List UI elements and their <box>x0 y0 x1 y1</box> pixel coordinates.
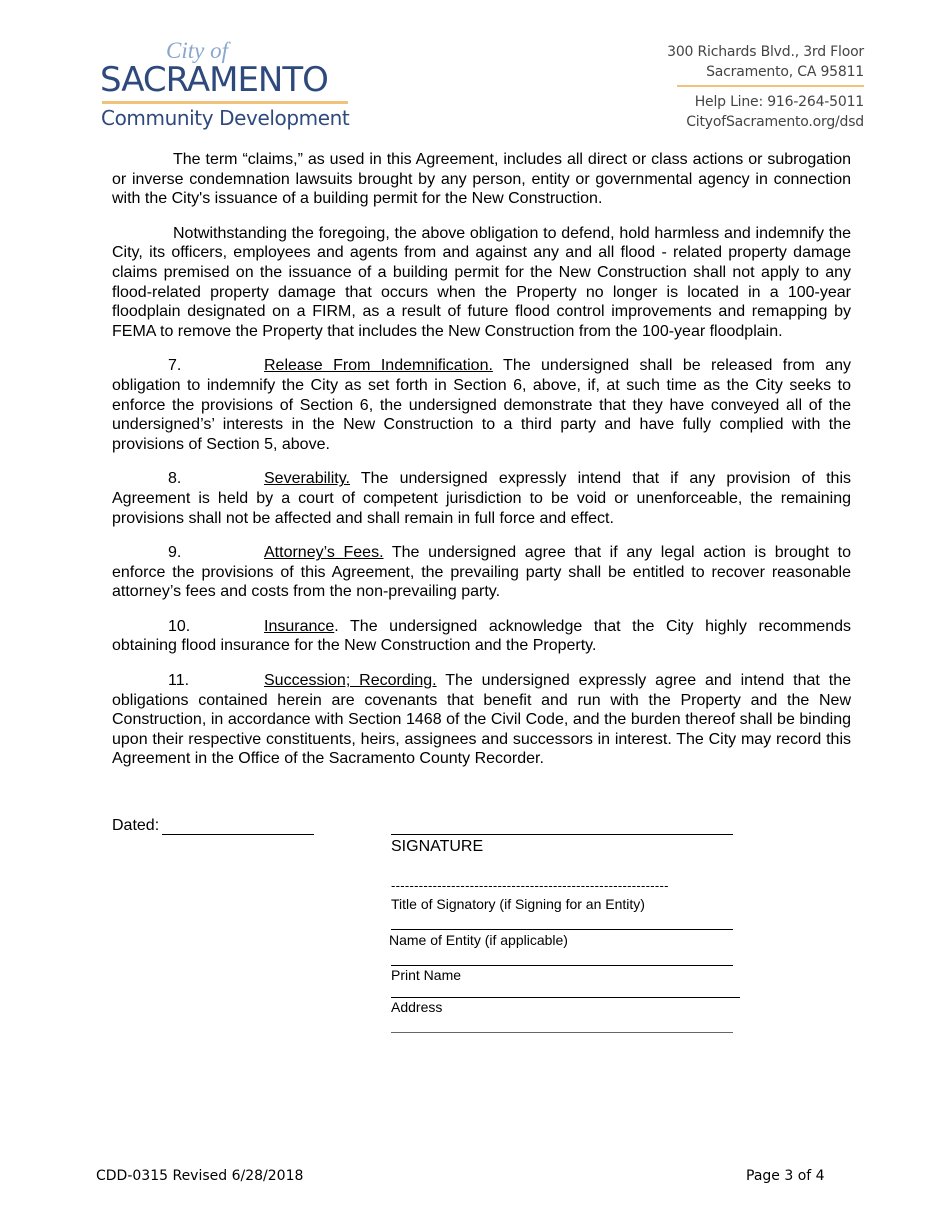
section-number: 10. <box>168 617 191 635</box>
header-address <box>667 42 864 82</box>
section-text: The undersigned agree that if any legal action is brought to enforce the provisions of this Agreement, the prevailing party shall be entitled to recover reasonable attorney’s fees and costs from the non-prevailing party. <box>112 544 851 601</box>
section-heading: Release From Indemnification. <box>264 357 493 375</box>
agreement-body <box>112 150 851 784</box>
signature-field[interactable] <box>391 834 733 835</box>
section-heading: Insurance <box>264 617 335 635</box>
address-line-2: Sacramento, CA 95811 <box>706 64 864 80</box>
section-7 <box>112 356 851 454</box>
entity-label: Name of Entity (if applicable) <box>389 932 568 948</box>
section-number: 8. <box>168 470 182 488</box>
section-heading: Attorney’s Fees. <box>264 544 384 562</box>
dated-label: Dated: <box>112 817 160 834</box>
section-number: 9. <box>168 544 182 562</box>
section-text: The undersigned expressly agree and intend that the obligations contained herein are covenants that benefit and run with the Property and the New Construction, in accordance with Section 1468 of the Civil Code, and the burden thereof shall be binding upon their respective constituents, heirs, assignees and successors in interest. The City may record this Agreement in the Office of the Sacramento County Recorder. <box>112 672 851 768</box>
logo-department: Community Development <box>101 106 350 130</box>
page-number: Page 3 of 4 <box>746 1168 825 1184</box>
entity-field[interactable] <box>391 929 733 930</box>
section-text: The undersigned shall be released from any obligation to indemnify the City as set forth in Section 6, above, if, at such time as the City seeks to enforce the provisions of Section 6, the undersigned demonstrate that they have conveyed all of the undersigned’s’ interests in the New Construction to a third party and have fully complied with the provisions of Section 5, above. <box>112 357 852 453</box>
notwithstanding-paragraph: Notwithstanding the foregoing, the above obligation to defend, hold harmless and indemnify the City, its officers, employees and agents from and against any and all flood - related property damage claims premised on the issuance of a building permit for the New Construction shall not apply to any flood-related property damage that occurs when the Property no longer is located in a 100-year floodplain designated on a FIRM, as a result of future flood control improvements and remapping by FEMA to remove the Property that includes the New Construction from the 100-year floodplain. <box>112 224 851 340</box>
print-name-label: Print Name <box>391 967 462 983</box>
website: CityofSacramento.org/dsd <box>686 114 864 130</box>
form-id: CDD-0315 Revised 6/28/2018 <box>96 1168 304 1184</box>
address-field[interactable] <box>391 997 740 998</box>
header-contact <box>686 92 864 132</box>
signature-label: SIGNATURE <box>391 838 484 855</box>
section-text: . The undersigned acknowledge that the City highly recommends obtaining flood insurance for the New Construction and the Property. <box>112 617 851 655</box>
address-field-line-2[interactable] <box>391 1032 733 1033</box>
section-number: 7. <box>168 357 182 375</box>
section-heading: Severability. <box>264 470 350 488</box>
dated-field[interactable] <box>162 834 314 835</box>
section-11 <box>112 671 851 769</box>
section-9 <box>112 543 851 602</box>
section-8 <box>112 469 851 528</box>
logo-sacramento: SACRAMENTO <box>100 60 328 100</box>
logo-city-of: City of <box>166 38 228 63</box>
help-line: Help Line: 916-264-5011 <box>694 94 864 110</box>
address-line-1: 300 Richards Blvd., 3rd Floor <box>667 44 864 60</box>
print-name-field[interactable] <box>391 965 733 966</box>
logo-divider <box>102 101 348 104</box>
title-of-signatory-label: Title of Signatory (if Signing for an Entity) <box>391 896 645 912</box>
section-10 <box>112 617 851 656</box>
section-heading: Succession; Recording. <box>264 672 437 690</box>
claims-paragraph: The term “claims,” as used in this Agreement, includes all direct or class actions or subrogation or inverse condemnation lawsuits brought by any person, entity or governmental agency in connection with the City's issuance of a building permit for the New Construction. <box>112 151 851 208</box>
title-dashed-line: ------------------------------------------------------------ <box>391 878 669 893</box>
header-divider <box>677 85 864 87</box>
section-number: 11. <box>168 672 190 690</box>
section-text: The undersigned expressly intend that if any provision of this Agreement is held by a court of competent jurisdiction to be void or unenforceable, the remaining provisions shall not be affected and shall remain in full force and effect. <box>112 470 851 527</box>
address-label: Address <box>391 999 443 1015</box>
